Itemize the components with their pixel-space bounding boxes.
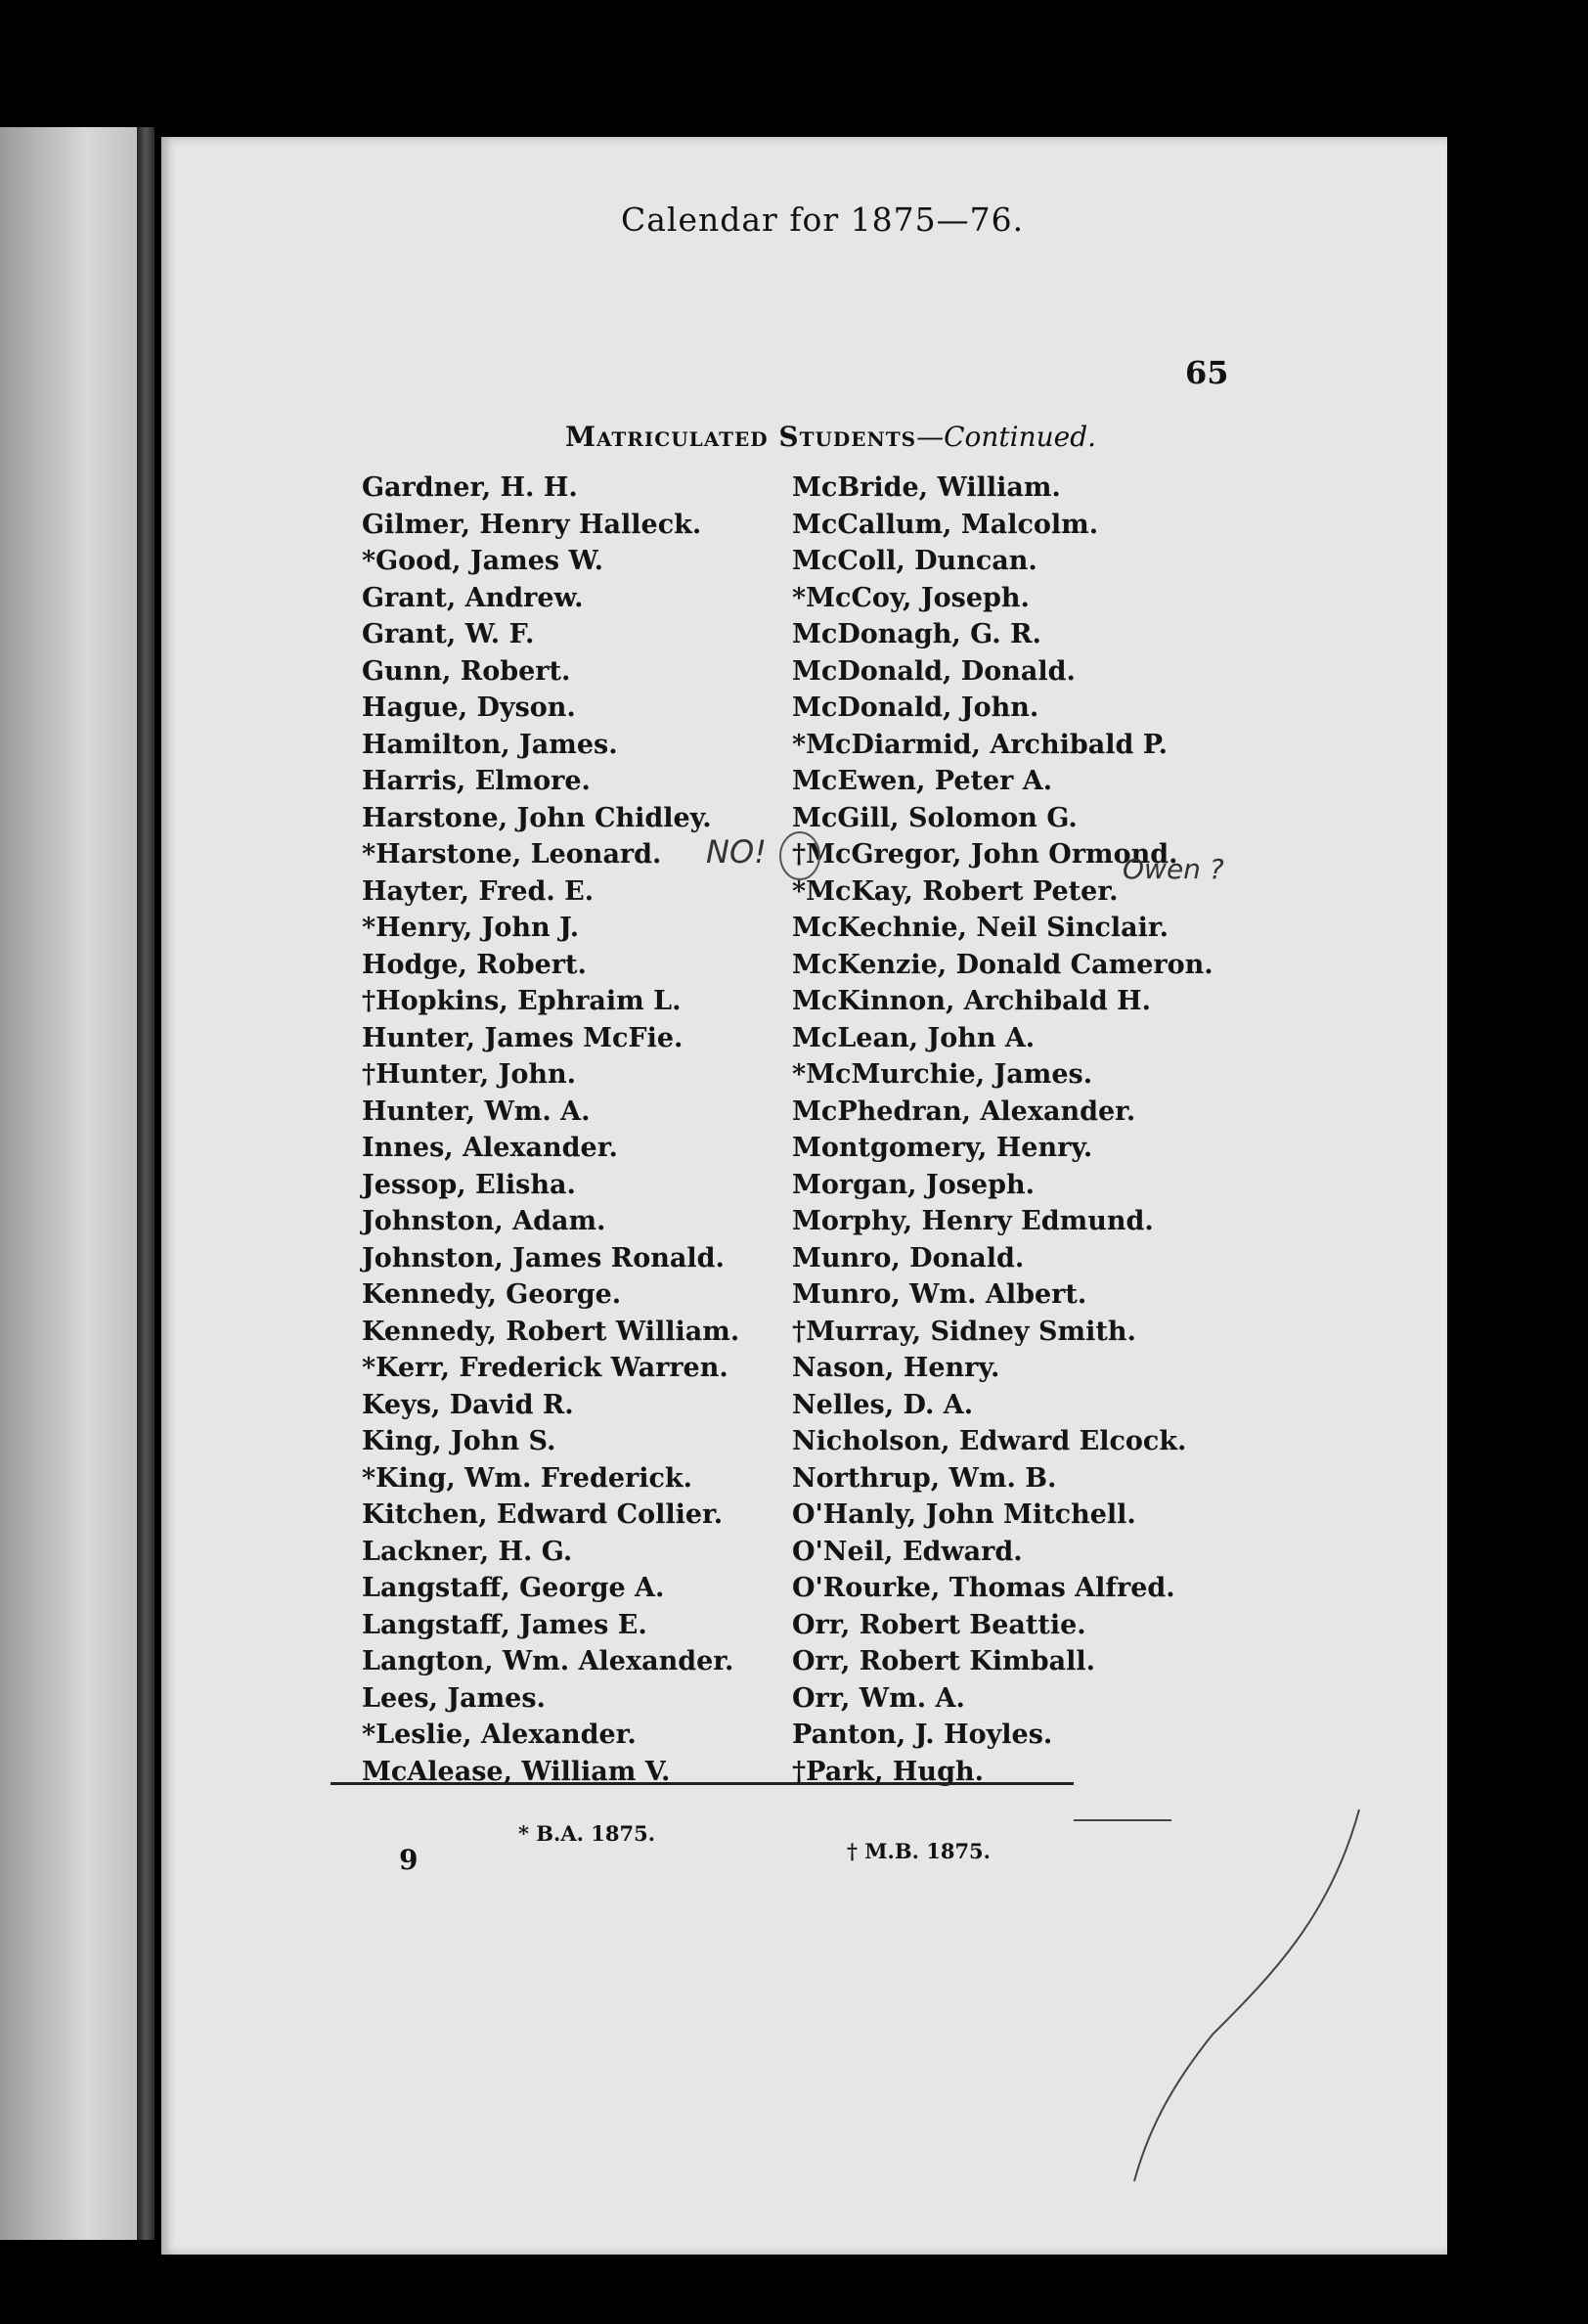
- student-name-entry: *McCoy, Joseph.: [792, 582, 1030, 613]
- student-name-entry: Nelles, D. A.: [792, 1389, 974, 1420]
- student-name-entry: Kennedy, George.: [362, 1279, 622, 1310]
- student-name-entry: Panton, J. Hoyles.: [792, 1720, 1053, 1750]
- student-name-entry: †McGregor, John Ormond.: [792, 839, 1178, 870]
- student-name-entry: Harris, Elmore.: [362, 766, 591, 796]
- student-name-entry: Hamilton, James.: [362, 729, 618, 760]
- student-name-entry: McAlease, William V.: [362, 1756, 671, 1787]
- student-name-entry: McPhedran, Alexander.: [792, 1095, 1136, 1127]
- footnote-mb: † M.B. 1875.: [847, 1839, 991, 1863]
- student-name-entry: McGill, Solomon G.: [792, 802, 1078, 833]
- student-name-entry: McDonald, John.: [792, 693, 1039, 723]
- student-name-entry: Grant, W. F.: [362, 619, 535, 649]
- student-name-entry: Keys, David R.: [362, 1389, 574, 1420]
- student-name-entry: *McKay, Robert Peter.: [792, 875, 1119, 907]
- student-name-entry: Kitchen, Edward Collier.: [362, 1499, 724, 1530]
- student-name-entry: †Murray, Sidney Smith.: [792, 1316, 1136, 1347]
- student-name-entry: Johnston, James Ronald.: [362, 1242, 725, 1274]
- student-name-entry: McEwen, Peter A.: [792, 766, 1053, 796]
- running-header: Calendar for 1875—76.: [621, 201, 1025, 239]
- student-name-entry: Munro, Donald.: [792, 1242, 1025, 1274]
- student-name-entry: Langstaff, George A.: [362, 1573, 665, 1603]
- student-name-entry: Morphy, Henry Edmund.: [792, 1206, 1154, 1236]
- student-name-entry: *Good, James W.: [362, 546, 604, 576]
- handwritten-note-no: NO!: [706, 833, 767, 871]
- student-name-entry: McKenzie, Donald Cameron.: [792, 949, 1213, 980]
- student-name-entry: *King, Wm. Frederick.: [362, 1462, 693, 1494]
- student-name-entry: Munro, Wm. Albert.: [792, 1279, 1087, 1310]
- handwritten-note-owen: Owen ?: [1123, 853, 1224, 885]
- student-name-entry: King, John S.: [362, 1426, 556, 1456]
- student-name-entry: Lackner, H. G.: [362, 1536, 573, 1567]
- student-name-entry: McDonagh, G. R.: [792, 619, 1041, 649]
- student-name-entry: Jessop, Elisha.: [362, 1169, 576, 1200]
- student-name-entry: Orr, Robert Kimball.: [792, 1646, 1095, 1676]
- student-name-entry: McBride, William.: [792, 472, 1061, 503]
- student-name-entry: Orr, Wm. A.: [792, 1682, 965, 1714]
- student-name-entry: McCallum, Malcolm.: [792, 509, 1099, 540]
- student-name-entry: Gardner, H. H.: [362, 472, 578, 503]
- student-name-entry: Kennedy, Robert William.: [362, 1316, 740, 1347]
- student-name-entry: *McMurchie, James.: [792, 1059, 1093, 1090]
- footnote-ba: * B.A. 1875.: [518, 1821, 656, 1846]
- student-name-entry: *Harstone, Leonard.: [362, 839, 662, 870]
- student-name-entry: O'Neil, Edward.: [792, 1536, 1023, 1567]
- student-name-entry: Hunter, James McFie.: [362, 1022, 684, 1053]
- student-name-entry: McColl, Duncan.: [792, 546, 1037, 576]
- student-name-entry: *McDiarmid, Archibald P.: [792, 729, 1168, 760]
- student-name-entry: Gilmer, Henry Halleck.: [362, 509, 702, 540]
- student-name-entry: Langton, Wm. Alexander.: [362, 1646, 734, 1676]
- student-name-entry: McLean, John A.: [792, 1022, 1036, 1053]
- student-name-entry: Orr, Robert Beattie.: [792, 1609, 1086, 1640]
- student-name-entry: Harstone, John Chidley.: [362, 802, 712, 833]
- section-heading-continued: —Continued.: [916, 421, 1097, 453]
- student-name-entry: O'Hanly, John Mitchell.: [792, 1499, 1136, 1530]
- signature-mark: 9: [399, 1844, 419, 1876]
- student-name-entry: †Hunter, John.: [362, 1059, 577, 1090]
- student-name-entry: McKinnon, Archibald H.: [792, 986, 1152, 1016]
- student-name-entry: Innes, Alexander.: [362, 1133, 618, 1163]
- student-name-entry: *Kerr, Frederick Warren.: [362, 1353, 728, 1383]
- student-name-entry: Gunn, Robert.: [362, 655, 571, 687]
- section-heading-main: Matriculated Students: [565, 421, 917, 453]
- student-name-entry: †Hopkins, Ephraim L.: [362, 986, 682, 1016]
- student-name-entry: Hunter, Wm. A.: [362, 1095, 591, 1127]
- student-name-entry: Nicholson, Edward Elcock.: [792, 1426, 1187, 1456]
- page-number: 65: [1185, 354, 1229, 391]
- student-name-entry: Northrup, Wm. B.: [792, 1462, 1057, 1494]
- student-name-entry: Grant, Andrew.: [362, 582, 584, 613]
- student-name-entry: *Henry, John J.: [362, 913, 580, 943]
- student-name-entry: Hodge, Robert.: [362, 949, 587, 980]
- student-name-entry: Montgomery, Henry.: [792, 1133, 1093, 1163]
- student-name-entry: †Park, Hugh.: [792, 1756, 984, 1787]
- student-name-entry: McDonald, Donald.: [792, 655, 1076, 687]
- student-name-entry: Hague, Dyson.: [362, 693, 576, 723]
- student-name-entry: Langstaff, James E.: [362, 1609, 647, 1640]
- student-name-entry: Johnston, Adam.: [362, 1206, 606, 1236]
- student-name-entry: *Leslie, Alexander.: [362, 1720, 637, 1750]
- student-name-entry: Nason, Henry.: [792, 1353, 1000, 1383]
- student-name-entry: McKechnie, Neil Sinclair.: [792, 913, 1169, 943]
- student-name-entry: Hayter, Fred. E.: [362, 875, 595, 907]
- student-name-entry: Lees, James.: [362, 1682, 546, 1714]
- student-name-entry: Morgan, Joseph.: [792, 1169, 1035, 1200]
- student-name-entry: O'Rourke, Thomas Alfred.: [792, 1573, 1175, 1603]
